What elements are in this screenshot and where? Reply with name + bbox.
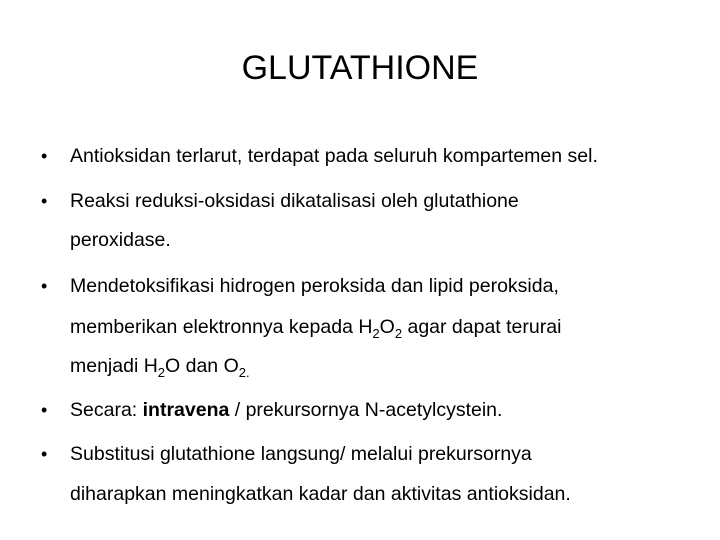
subscript: 2	[157, 365, 166, 380]
subscript: 2.	[238, 365, 250, 380]
text-run: memberikan elektronnya kepada H	[70, 316, 373, 338]
text-run: menjadi H	[70, 355, 158, 377]
bullet-dot: •	[41, 400, 48, 420]
subscript: 2	[372, 326, 380, 341]
bold-term: intravena	[142, 399, 230, 421]
bullet-dot: •	[41, 444, 48, 464]
bullet-dot: •	[41, 276, 48, 296]
text-run: O	[379, 316, 395, 338]
text-run: Secara:	[70, 399, 143, 421]
bullet-3-line-3	[70, 355, 250, 380]
bullet-2-line-2: peroxidase.	[70, 229, 171, 251]
bullet-3-line-1: Mendetoksifikasi hidrogen peroksida dan lipid peroksida,	[70, 275, 559, 297]
text-run: O dan O	[165, 355, 239, 377]
slide-title: GLUTATHIONE	[241, 49, 479, 87]
text-run: agar dapat terurai	[402, 316, 562, 338]
bullet-dot: •	[41, 146, 48, 166]
bullet-5-line-1: Substitusi glutathione langsung/ melalui prekursornya	[70, 443, 532, 465]
bullet-4-text	[70, 399, 502, 421]
bullet-3-line-2	[70, 316, 562, 341]
bullet-5-line-2: diharapkan meningkatkan kadar dan aktivitas antioksidan.	[70, 483, 571, 505]
subscript: 2	[394, 326, 403, 341]
bullet-2-line-1: Reaksi reduksi-oksidasi dikatalisasi oleh glutathione	[70, 190, 519, 212]
bullet-dot: •	[41, 191, 48, 211]
text-run: / prekursornya N-acetylcystein.	[229, 399, 503, 421]
bullet-1-text: Antioksidan terlarut, terdapat pada seluruh kompartemen sel.	[70, 145, 598, 167]
